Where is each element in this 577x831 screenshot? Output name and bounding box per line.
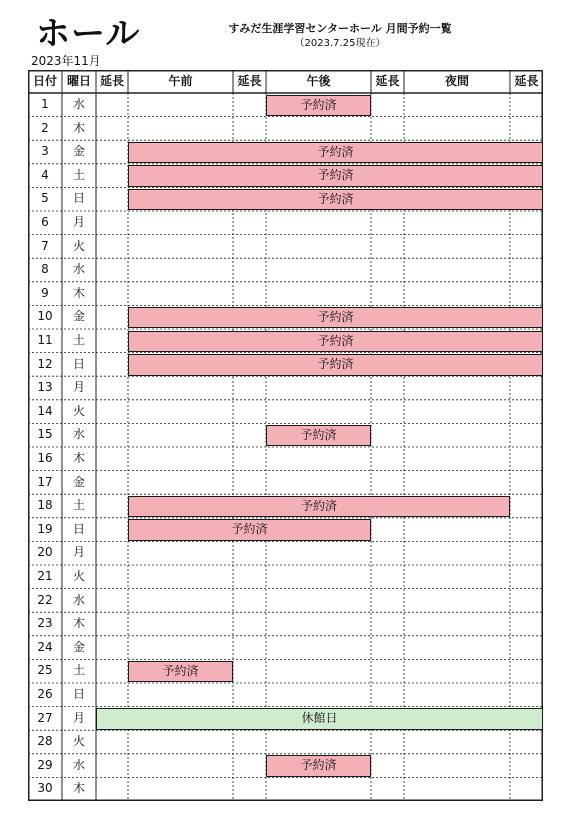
date-cell: 1: [41, 97, 49, 111]
date-cell: 22: [37, 592, 53, 607]
reserved-bar: 予約済: [128, 307, 543, 329]
date-cell: 18: [37, 498, 53, 513]
reserved-bar: 予約済: [266, 425, 371, 447]
reserved-bar: 予約済: [128, 189, 543, 211]
weekday-cell: 火: [72, 403, 85, 418]
weekday-cell: 金: [72, 639, 85, 654]
date-cell: 17: [37, 474, 53, 489]
date-cell: 10: [37, 309, 53, 324]
weekday-cell: 金: [72, 144, 85, 159]
date-cell: 6: [41, 215, 49, 229]
weekday-cell: 水: [72, 427, 85, 442]
weekday-cell: 月: [72, 545, 85, 560]
weekday-cell: 日: [72, 191, 85, 206]
reserved-bar: 予約済: [128, 519, 371, 541]
reserved-bar: 予約済: [128, 496, 510, 518]
weekday-cell: 日: [72, 687, 85, 701]
weekday-cell: 木: [72, 285, 85, 300]
weekday-cell: 月: [72, 380, 85, 395]
date-cell: 26: [37, 687, 53, 701]
weekday-cell: 水: [72, 592, 85, 607]
date-cell: 13: [37, 380, 53, 395]
reserved-bar: 予約済: [266, 95, 371, 117]
weekday-cell: 日: [72, 521, 85, 536]
date-cell: 11: [37, 333, 53, 347]
column-header: 延長: [237, 74, 262, 88]
weekday-cell: 木: [72, 616, 85, 631]
weekday-cell: 水: [72, 757, 85, 772]
reserved-bar: 予約済: [128, 661, 233, 683]
column-header: 延長: [514, 74, 539, 88]
date-cell: 15: [37, 427, 53, 442]
weekday-cell: 金: [72, 474, 85, 489]
reserved-bar: 予約済: [128, 165, 543, 187]
weekday-cell: 火: [72, 569, 85, 583]
date-cell: 14: [37, 403, 53, 418]
weekday-cell: 土: [72, 167, 85, 182]
weekday-cell: 土: [72, 663, 85, 678]
closed-day-bar: 休館日: [96, 708, 543, 730]
date-cell: 30: [37, 781, 53, 796]
date-cell: 24: [37, 639, 53, 654]
reserved-bar: 予約済: [128, 354, 543, 376]
column-header: 曜日: [66, 74, 91, 88]
date-cell: 28: [37, 734, 53, 749]
date-cell: 4: [41, 167, 49, 182]
date-cell: 27: [37, 710, 53, 725]
date-cell: 5: [41, 191, 49, 206]
column-header: 延長: [99, 74, 124, 88]
date-cell: 25: [37, 663, 53, 678]
column-header: 午後: [306, 74, 331, 88]
date-cell: 20: [37, 545, 53, 560]
date-cell: 2: [41, 120, 49, 135]
weekday-cell: 月: [72, 710, 85, 725]
date-cell: 16: [37, 451, 53, 465]
weekday-cell: 土: [72, 333, 85, 347]
weekday-cell: 火: [72, 238, 85, 253]
weekday-cell: 木: [72, 781, 85, 796]
weekday-cell: 月: [72, 215, 85, 229]
reserved-bar: 予約済: [128, 142, 543, 164]
date-cell: 23: [37, 616, 53, 631]
hall-title: ホール: [36, 14, 141, 54]
weekday-cell: 日: [72, 356, 85, 371]
weekday-cell: 土: [72, 498, 85, 513]
column-header: 日付: [32, 74, 57, 88]
weekday-cell: 木: [72, 120, 85, 135]
date-cell: 9: [41, 285, 49, 300]
date-cell: 29: [37, 757, 53, 772]
date-cell: 8: [41, 262, 49, 277]
column-header: 午前: [168, 74, 193, 88]
date-cell: 21: [37, 569, 53, 583]
date-cell: 3: [41, 144, 49, 159]
date-cell: 12: [37, 356, 53, 371]
column-header: 夜間: [444, 74, 469, 88]
document-title: すみだ生涯学習センターホール 月間予約一覧: [228, 22, 452, 35]
date-cell: 7: [41, 238, 49, 253]
weekday-cell: 水: [72, 97, 85, 111]
reserved-bar: 予約済: [266, 755, 371, 777]
weekday-cell: 木: [72, 451, 85, 465]
weekday-cell: 金: [72, 309, 85, 324]
date-cell: 19: [37, 521, 53, 536]
month-label: 2023年11月: [31, 54, 101, 68]
weekday-cell: 水: [72, 262, 85, 277]
as-of-date: （2023.7.25現在）: [294, 38, 386, 49]
reserved-bar: 予約済: [128, 331, 543, 353]
weekday-cell: 火: [72, 734, 85, 749]
reservation-grid: [28, 70, 543, 811]
column-header: 延長: [375, 74, 400, 88]
